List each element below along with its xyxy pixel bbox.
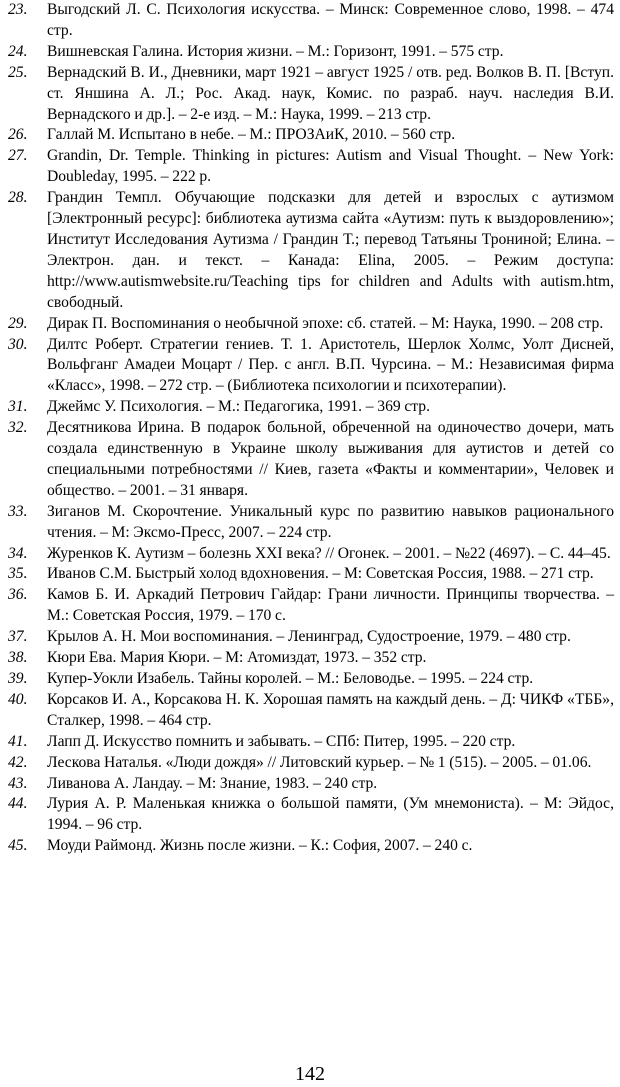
entry-number: 38. bbox=[8, 649, 28, 667]
entry-text: Дилтс Роберт. Стратегии гениев. Т. 1. Аристотель, Шерлок Холмс, Уолт Дисней, Вольфганг Амадеи Моцарт / Пер. с англ. В.П. Чурсина. – М.: Независимая фирма «Класс», 1998. – 272 стр. – (Библиотека психологии и психотерапии). bbox=[47, 335, 614, 395]
entry-text: Выгодский Л. С. Психология искусства. – Минск: Современное слово, 1998. – 474 стр. bbox=[47, 1, 614, 39]
bibliography-entry bbox=[8, 774, 614, 795]
entry-text: Лескова Наталья. «Люди дождя» // Литовский курьер. – № 1 (515). – 2005. – 01.06. bbox=[47, 753, 592, 771]
entry-number: 32. bbox=[8, 419, 28, 437]
bibliography-entry bbox=[8, 63, 614, 126]
bibliography-entry bbox=[8, 146, 614, 188]
entry-number: 42. bbox=[8, 753, 28, 771]
entry-text: Дирак П. Воспоминания о необычной эпохе: сб. статей. – М: Наука, 1990. – 208 стр. bbox=[47, 314, 604, 332]
entry-text: Зиганов М. Скорочтение. Уникальный курс по развитию навыков рационального чтения. – М: Эксмо-Пресс, 2007. – 224 стр. bbox=[47, 502, 614, 541]
page-number: 142 bbox=[295, 1063, 325, 1085]
entry-number: 39. bbox=[8, 670, 28, 687]
entry-text: Лапп Д. Искусство помнить и забывать. – СПб: Питер, 1995. – 220 стр. bbox=[47, 732, 516, 750]
bibliography-entry bbox=[8, 585, 614, 627]
entry-text: Десятникова Ирина. В подарок больной, обреченной на одиночество дочери, мать создала единственную в Украине школу выживания для аутистов и детей со специальными потребностями // Киев, газета «Факты и комментарии», Человек и общество. – 2001. – 31 января. bbox=[47, 419, 614, 499]
entry-number: 41. bbox=[8, 732, 28, 750]
entry-text: Вернадский В. И., Дневники, март 1921 – август 1925 / отв. ред. Волков В. П. [Вступ. ст. Яншина А. Л.; Рос. Акад. наук, Комис. по разраб. науч. наследия В.И. Вернадского и др.]. – 2-е изд. – М.: Наука, 1999. – 213 стр. bbox=[47, 63, 614, 123]
entry-number: 31. bbox=[8, 398, 28, 416]
entry-number: 26. bbox=[8, 126, 28, 144]
entry-text: Джеймс У. Психология. – М.: Педагогика, 1991. – 369 стр. bbox=[47, 398, 430, 416]
entry-text: Купер-Уокли Изабель. Тайны королей. – М.: Беловодье. – 1995. – 224 стр. bbox=[47, 670, 534, 687]
bibliography-entry bbox=[8, 335, 614, 398]
entry-text: Моуди Раймонд. Жизнь после жизни. – К.: София, 2007. – 240 с. bbox=[47, 837, 473, 855]
bibliography-list bbox=[8, 0, 620, 857]
entry-text: Grandin, Dr. Temple. Thinking in pictures: Autism and Visual Thought. – New York: Doubleday, 1995. – 222 р. bbox=[47, 147, 614, 186]
bibliography-entry bbox=[8, 42, 614, 63]
bibliography-entry bbox=[8, 669, 614, 690]
bibliography-entry bbox=[8, 836, 614, 857]
entry-text: Корсаков И. А., Корсакова Н. К. Хорошая память на каждый день. – Д: ЧИКФ «ТББ», Сталкер, 1998. – 464 стр. bbox=[47, 690, 614, 729]
entry-text: Галлай М. Испытано в небе. – М.: ПРОЗАиК, 2010. – 560 стр. bbox=[47, 126, 456, 144]
bibliography-entry bbox=[8, 690, 614, 732]
bibliography-entry bbox=[8, 188, 614, 313]
bibliography-entry bbox=[8, 794, 614, 836]
entry-number: 24. bbox=[8, 42, 28, 60]
entry-number: 35. bbox=[8, 565, 28, 583]
bibliography-entry bbox=[8, 648, 614, 669]
entry-number: 29. bbox=[8, 314, 28, 332]
bibliography-entry bbox=[8, 397, 614, 418]
entry-text: Иванов С.М. Быстрый холод вдохновения. – М: Советская Россия, 1988. – 271 стр. bbox=[47, 565, 594, 583]
entry-text: Крылов А. Н. Мои воспоминания. – Ленинград, Судостроение, 1979. – 480 стр. bbox=[47, 628, 571, 646]
entry-number: 34. bbox=[8, 544, 28, 562]
entry-text: Лурия А. Р. Маленькая книжка о большой памяти, (Ум мнемониста). – М: Эйдос, 1994. – 96 стр. bbox=[47, 795, 614, 834]
entry-number: 44. bbox=[8, 795, 28, 813]
entry-text: Журенков К. Аутизм – болезнь XXI века? // Огонек. – 2001. – №22 (4697). – С. 44–45. bbox=[47, 544, 611, 562]
entry-text: Кюри Ева. Мария Кюри. – М: Атомиздат, 1973. – 352 стр. bbox=[47, 649, 427, 667]
bibliography-entry bbox=[8, 418, 614, 502]
entry-number: 25. bbox=[8, 63, 28, 81]
bibliography-entry bbox=[8, 125, 614, 146]
entry-number: 45. bbox=[8, 837, 28, 855]
entry-number: 23. bbox=[8, 1, 28, 18]
bibliography-entry bbox=[8, 314, 614, 335]
bibliography-entry bbox=[8, 732, 614, 753]
bibliography-entry bbox=[8, 753, 614, 774]
entry-number: 27. bbox=[8, 147, 28, 165]
entry-number: 33. bbox=[8, 502, 28, 520]
bibliography-entry bbox=[8, 564, 614, 585]
entry-text: Вишневская Галина. История жизни. – М.: Горизонт, 1991. – 575 стр. bbox=[47, 42, 504, 60]
entry-number: 43. bbox=[8, 774, 28, 792]
entry-number: 37. bbox=[8, 628, 28, 646]
entry-number: 36. bbox=[8, 586, 28, 604]
entry-number: 30. bbox=[8, 335, 28, 353]
entry-number: 40. bbox=[8, 690, 28, 708]
entry-text: Ливанова А. Ландау. – М: Знание, 1983. – 240 стр. bbox=[47, 774, 378, 792]
bibliography-entry bbox=[8, 0, 614, 42]
bibliography-entry bbox=[8, 502, 614, 544]
entry-text: Грандин Темпл. Обучающие подсказки для детей и взрослых с аутизмом [Электронный ресурс]: библиотека аутизма сайта «Аутизм: путь к выздоровлению»; Институт Исследования Аутизма / Грандин Т.; перевод Татьяны Трониной; Елина. – Электрон. дан. и текст. – Канада: Elina, 2005. – Режим доступа: http://www.autismwebsite.ru/Teaching tips for children and Adults with autism.htm, свободный. bbox=[47, 189, 614, 311]
entry-text: Камов Б. И. Аркадий Петрович Гайдар: Грани личности. Принципы творчества. – М.: Советская Россия, 1979. – 170 с. bbox=[47, 586, 614, 625]
bibliography-entry bbox=[8, 627, 614, 648]
entry-number: 28. bbox=[8, 189, 28, 207]
bibliography-entry bbox=[8, 544, 614, 565]
